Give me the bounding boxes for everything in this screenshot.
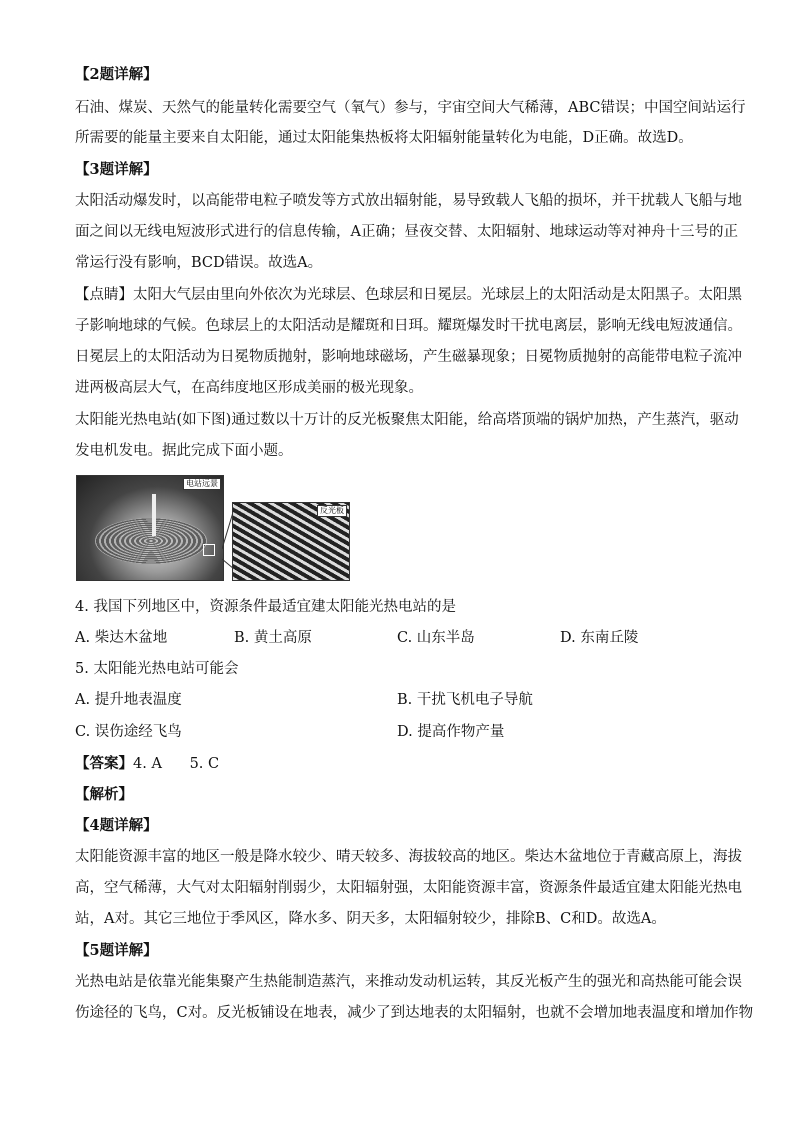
- answer-label: 【答案】: [75, 755, 133, 772]
- plant-overview-photo: [76, 475, 224, 581]
- paragraph-line: 石油、煤炭、天然气的能量转化需要空气（氧气）参与，宇宙空间大气稀薄，ABC错误；中国空间站运行: [75, 100, 746, 116]
- q5-option-a: A. 提升地表温度: [75, 692, 182, 708]
- paragraph-line: 常运行没有影响，BCD错误。故选A。: [75, 255, 323, 271]
- q5-option-c: C. 误伤途经飞鸟: [75, 724, 182, 740]
- intro-line: 太阳能光热电站(如下图)通过数以十万计的反光板聚焦太阳能，给高塔顶端的锅炉加热，产生蒸汽，驱动: [75, 412, 739, 428]
- paragraph-line: 面之间以无线电短波形式进行的信息传输，A正确；昼夜交替、太阳辐射、地球运动等对神舟十三号的正: [75, 224, 738, 240]
- paragraph-line: 站，A对。其它三地位于季风区，降水多、阴天多，太阳辐射较少，排除B、C和D。故选A。: [75, 911, 666, 927]
- tip-line: 子影响地球的气候。色球层上的太阳活动是耀斑和日珥。耀斑爆发时干扰电离层，影响无线电短波通信。: [75, 318, 742, 334]
- paragraph-line: 光热电站是依靠光能集聚产生热能制造蒸汽，来推动发动机运转，其反光板产生的强光和高热能可能会误: [75, 974, 742, 990]
- paragraph-line: 太阳活动爆发时，以高能带电粒子喷发等方式放出辐射能，易导致载人飞船的损坏，并干扰载人飞船与地: [75, 193, 742, 209]
- question-4-stem: 4. 我国下列地区中，资源条件最适宜建太阳能光热电站的是: [75, 599, 456, 615]
- solar-tower: [152, 494, 156, 536]
- paragraph-line: 伤途径的飞鸟，C对。反光板铺设在地表，减少了到达地表的太阳辐射，也就不会增加地表温度和增加作物: [75, 1005, 754, 1021]
- analysis-label: 【解析】: [75, 786, 133, 803]
- section-heading-q2: 【2题详解】: [75, 66, 158, 83]
- q4-option-d: D. 东南丘陵: [560, 630, 639, 646]
- overview-caption: 电站远景: [183, 478, 221, 490]
- answer-text: 4. A 5. C: [133, 756, 220, 772]
- intro-line: 发电机发电。据此完成下面小题。: [75, 443, 293, 459]
- zoom-box: [203, 544, 215, 556]
- q5-option-b: B. 干扰飞机电子导航: [397, 692, 533, 708]
- heliostat-field: [95, 518, 207, 564]
- q5-option-d: D. 提高作物产量: [397, 724, 505, 740]
- detail-caption: 反光板: [317, 505, 347, 517]
- paragraph-line: 所需要的能量主要来自太阳能，通过太阳能集热板将太阳辐射能量转化为电能，D正确。故选D。: [75, 130, 693, 146]
- section-heading-q5: 【5题详解】: [75, 942, 158, 959]
- paragraph-line: 太阳能资源丰富的地区一般是降水较少、晴天较多、海拔较高的地区。柴达木盆地位于青藏高原上，海拔: [75, 849, 742, 865]
- q4-option-c: C. 山东半岛: [397, 630, 475, 646]
- q4-option-b: B. 黄土高原: [234, 630, 312, 646]
- reflector-detail-photo: [232, 502, 350, 581]
- answer-line: [75, 754, 725, 774]
- q4-option-a: A. 柴达木盆地: [75, 630, 168, 646]
- tip-line: 【点睛】太阳大气层由里向外依次为光球层、色球层和日冕层。光球层上的太阳活动是太阳黑子。太阳黑: [75, 287, 742, 303]
- tip-line: 进两极高层大气，在高纬度地区形成美丽的极光现象。: [75, 380, 423, 396]
- section-heading-q4: 【4题详解】: [75, 817, 158, 834]
- section-heading-q3: 【3题详解】: [75, 161, 158, 178]
- solar-plant-figure: [76, 475, 348, 579]
- tip-line: 日冕层上的太阳活动为日冕物质抛射，影响地球磁场，产生磁暴现象；日冕物质抛射的高能带电粒子流冲: [75, 349, 742, 365]
- paragraph-line: 高，空气稀薄，大气对太阳辐射削弱少，太阳辐射强，太阳能资源丰富，资源条件最适宜建太阳能光热电: [75, 880, 742, 896]
- question-5-stem: 5. 太阳能光热电站可能会: [75, 661, 239, 677]
